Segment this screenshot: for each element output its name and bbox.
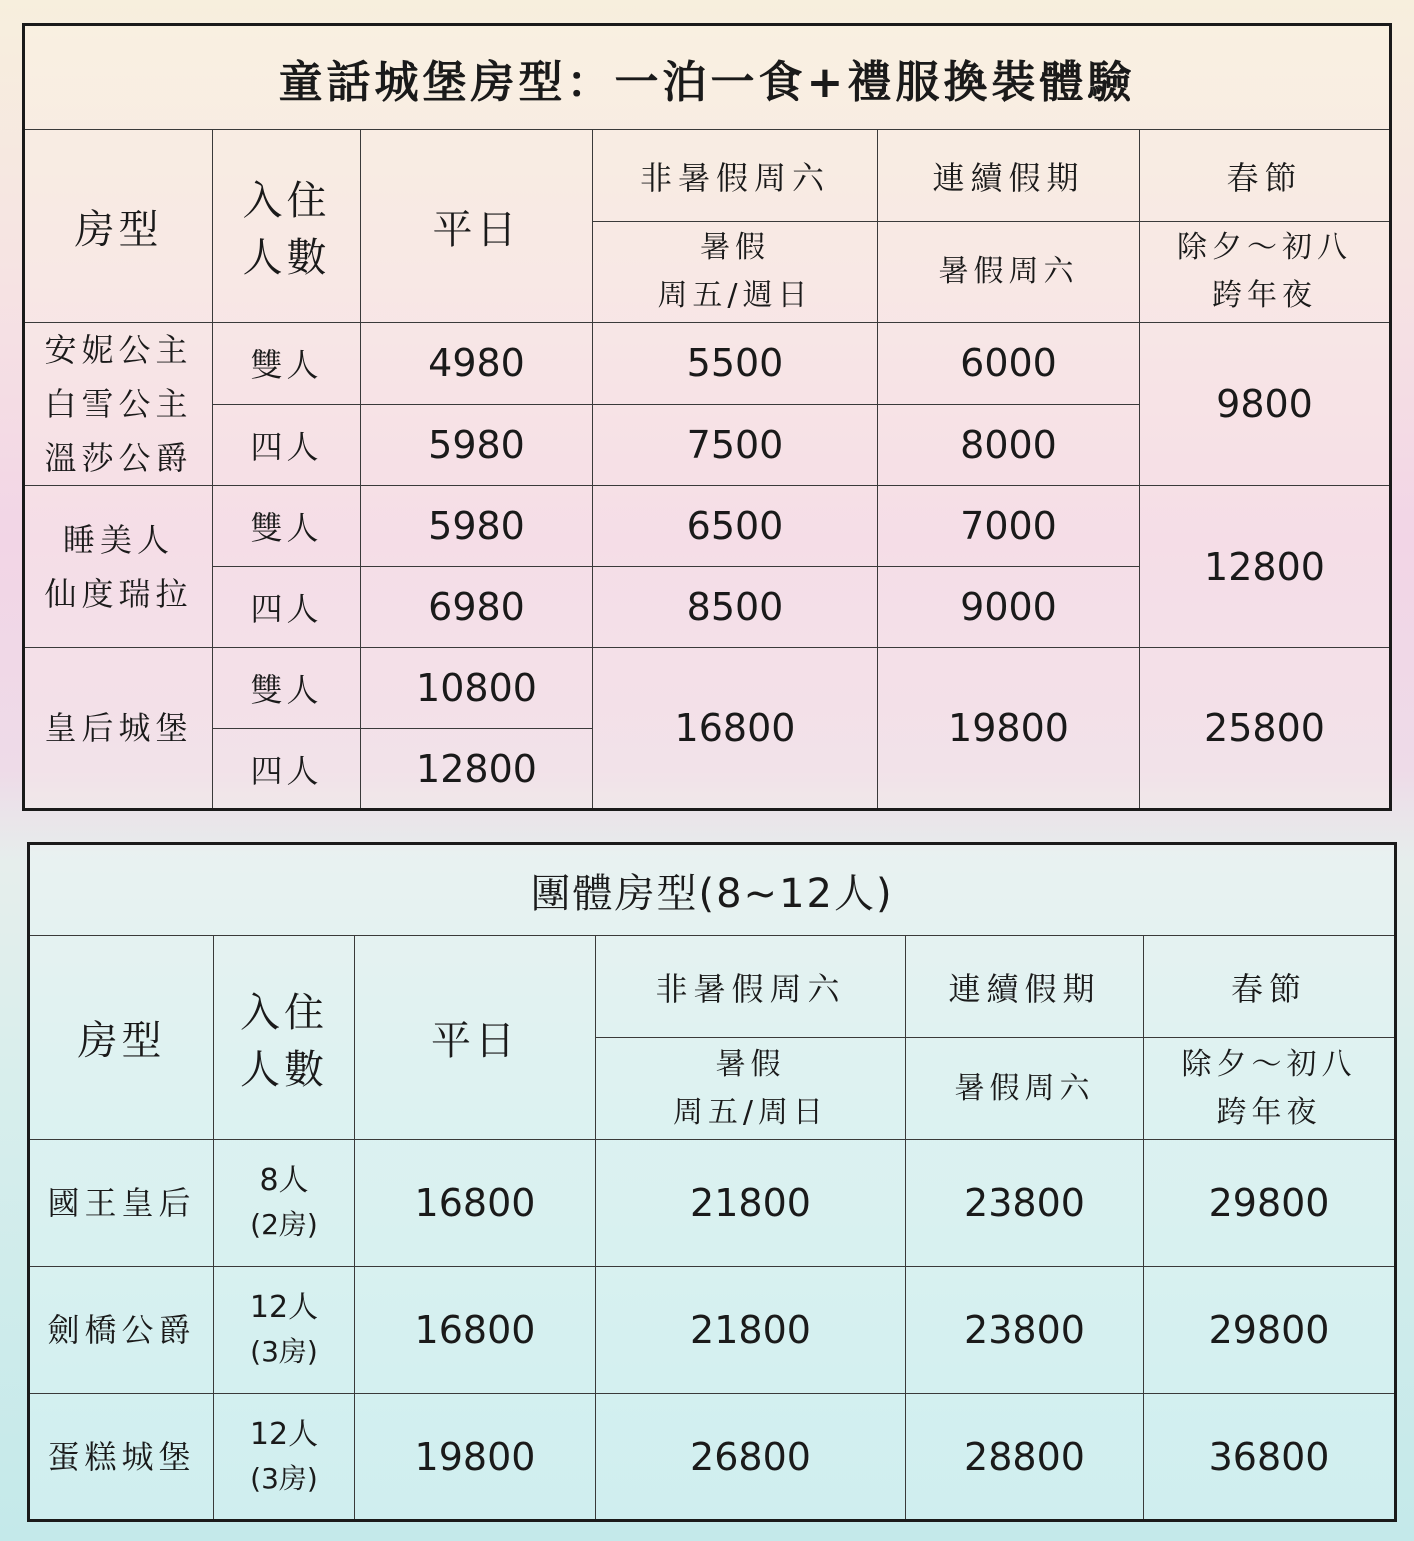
occupancy-cell: 雙人 bbox=[213, 648, 361, 729]
room-name: 仙度瑞拉 bbox=[44, 574, 193, 613]
header-col3-sub bbox=[596, 1038, 906, 1140]
room-name: 皇后城堡 bbox=[44, 709, 193, 747]
price-weekday: 12800 bbox=[361, 729, 593, 810]
price-col5: 12800 bbox=[1140, 486, 1391, 648]
price-col3: 7500 bbox=[593, 404, 878, 486]
header-col3-top: 非暑假周六 bbox=[596, 936, 906, 1038]
price-col4: 28800 bbox=[906, 1394, 1144, 1521]
header-col3-sub-line1: 暑假 bbox=[700, 230, 770, 265]
occupancy-rooms: (3房) bbox=[250, 1335, 318, 1368]
price-col4: 6000 bbox=[878, 323, 1140, 405]
header-occupancy-line2: 人數 bbox=[242, 235, 331, 281]
header-occupancy-line1: 入住 bbox=[242, 178, 331, 224]
price-table bbox=[27, 842, 1397, 1522]
occupancy-people: 8人 bbox=[259, 1163, 309, 1198]
price-col3: 21800 bbox=[596, 1267, 906, 1394]
header-room-type: 房型 bbox=[24, 130, 213, 323]
header-room-type: 房型 bbox=[29, 936, 214, 1140]
occupancy-cell: 四人 bbox=[213, 567, 361, 648]
occupancy-people: 12人 bbox=[249, 1416, 319, 1452]
price-col3: 5500 bbox=[593, 323, 878, 405]
price-weekday: 10800 bbox=[361, 648, 593, 729]
header-col5-sub bbox=[1144, 1038, 1396, 1140]
table-title: 童話城堡房型：一泊一食+禮服換裝體驗 bbox=[24, 25, 1391, 130]
price-table bbox=[22, 23, 1392, 811]
price-col4: 19800 bbox=[878, 648, 1140, 810]
occupancy-cell bbox=[214, 1140, 355, 1267]
price-weekday: 5980 bbox=[361, 404, 593, 486]
price-col5: 9800 bbox=[1140, 323, 1391, 486]
header-col5-sub-line2: 跨年夜 bbox=[1216, 1094, 1322, 1130]
price-col3: 26800 bbox=[596, 1394, 906, 1521]
occupancy-cell bbox=[214, 1394, 355, 1521]
price-weekday: 4980 bbox=[361, 323, 593, 405]
header-col5-sub-line1: 除夕～初八 bbox=[1181, 1046, 1357, 1082]
room-name: 蛋糕城堡 bbox=[29, 1394, 214, 1521]
price-col3: 6500 bbox=[593, 486, 878, 567]
header-col5-sub-line2: 跨年夜 bbox=[1212, 278, 1317, 313]
room-name: 安妮公主 bbox=[44, 331, 193, 369]
occupancy-cell bbox=[214, 1267, 355, 1394]
header-col3-top: 非暑假周六 bbox=[593, 130, 878, 222]
header-col3-sub-line2: 周五/周日 bbox=[672, 1094, 829, 1130]
occupancy-cell: 雙人 bbox=[213, 323, 361, 405]
room-name: 溫莎公爵 bbox=[44, 439, 193, 477]
occupancy-cell: 四人 bbox=[213, 404, 361, 486]
price-col3: 21800 bbox=[596, 1140, 906, 1267]
header-occupancy-line1: 入住 bbox=[240, 989, 328, 1036]
price-weekday: 6980 bbox=[361, 567, 593, 648]
price-weekday: 19800 bbox=[355, 1394, 596, 1521]
price-col5: 29800 bbox=[1144, 1140, 1396, 1267]
header-col4-top: 連續假期 bbox=[878, 130, 1140, 222]
price-col5: 29800 bbox=[1144, 1267, 1396, 1394]
room-type-cell bbox=[24, 323, 213, 486]
room-type-cell bbox=[24, 486, 213, 648]
price-col4: 9000 bbox=[878, 567, 1140, 648]
header-col4-top: 連續假期 bbox=[906, 936, 1144, 1038]
fairytale-price-table bbox=[22, 23, 1392, 811]
occupancy-rooms: (3房) bbox=[250, 1461, 318, 1495]
occupancy-cell: 雙人 bbox=[213, 486, 361, 567]
room-name: 白雪公主 bbox=[44, 385, 193, 423]
header-col5-sub-line1: 除夕～初八 bbox=[1177, 230, 1352, 265]
header-col4-sub: 暑假周六 bbox=[878, 222, 1140, 323]
room-type-cell bbox=[24, 648, 213, 810]
header-occupancy bbox=[214, 936, 355, 1140]
header-occupancy bbox=[213, 130, 361, 323]
price-weekday: 16800 bbox=[355, 1267, 596, 1394]
price-col4: 23800 bbox=[906, 1140, 1144, 1267]
header-occupancy-line2: 人數 bbox=[240, 1046, 328, 1093]
occupancy-cell: 四人 bbox=[213, 729, 361, 810]
table-title: 團體房型(8~12人) bbox=[29, 844, 1396, 936]
header-weekday: 平日 bbox=[355, 936, 596, 1140]
price-col4: 8000 bbox=[878, 404, 1140, 486]
price-col4: 23800 bbox=[906, 1267, 1144, 1394]
price-col3: 8500 bbox=[593, 567, 878, 648]
price-weekday: 5980 bbox=[361, 486, 593, 567]
price-col3: 16800 bbox=[593, 648, 878, 810]
price-weekday: 16800 bbox=[355, 1140, 596, 1267]
price-col5: 25800 bbox=[1140, 648, 1391, 810]
price-col4: 7000 bbox=[878, 486, 1140, 567]
header-col5-sub bbox=[1140, 222, 1391, 323]
header-col5-top: 春節 bbox=[1144, 936, 1396, 1038]
header-col3-sub-line2: 周五/週日 bbox=[657, 278, 813, 313]
price-col5: 36800 bbox=[1144, 1394, 1396, 1521]
header-weekday: 平日 bbox=[361, 130, 593, 323]
header-col4-sub: 暑假周六 bbox=[906, 1038, 1144, 1140]
group-price-table bbox=[27, 842, 1394, 1520]
occupancy-people: 12人 bbox=[249, 1290, 319, 1325]
room-name: 睡美人 bbox=[62, 520, 174, 559]
room-name: 劍橋公爵 bbox=[29, 1267, 214, 1394]
occupancy-rooms: (2房) bbox=[250, 1208, 318, 1241]
room-name: 國王皇后 bbox=[29, 1140, 214, 1267]
header-col5-top: 春節 bbox=[1140, 130, 1391, 222]
header-col3-sub-line1: 暑假 bbox=[715, 1046, 786, 1082]
header-col3-sub bbox=[593, 222, 878, 323]
